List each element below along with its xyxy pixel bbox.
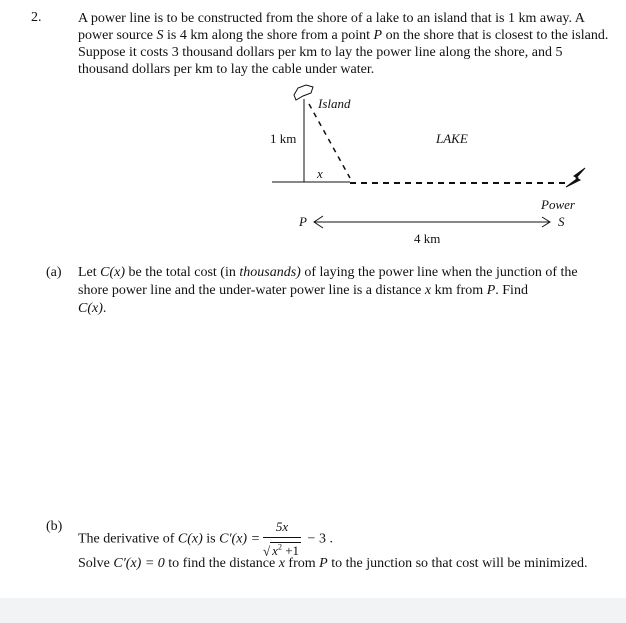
den-rest: +1 [281,543,300,559]
solve-eq: C′(x) = 0 [113,556,165,571]
solve-t1: Solve [78,556,114,571]
intro-text-2: is 4 km along the shore from a point [163,28,374,43]
part-a-x: x [424,283,432,298]
problem-number: 2. [31,10,42,25]
intro-p: P [373,28,383,43]
part-a-p: P [486,283,496,298]
lake-label: LAKE [436,131,468,146]
p-label: P [299,214,307,229]
island-shape [294,85,313,100]
solve-p: P [319,556,328,571]
fraction-denominator: √ $x^2 +1$ [263,543,300,559]
part-a-t4: km from [431,283,487,298]
part-b-t1: The derivative of [78,531,178,547]
part-a-text [78,264,608,318]
part-b-cx: C(x) [177,531,203,547]
part-a-cx: C(x) [100,265,126,280]
bottom-bar [0,598,626,623]
part-b-t2: is [202,531,220,547]
part-b-cpx: C′(x) = [219,531,261,547]
s-label: S [558,214,565,229]
part-a-t1: Let [78,265,101,280]
part-a-thousands: thousands) [239,265,301,280]
underwater-cable-line [309,104,350,178]
intro-text-3: on the shore that is closest to the island. Suppose it costs 3 thousand dollars per km to lay the power line along the shore, and 5 thousand dollars per km to lay the cable under water. [78,28,609,77]
intro-s: S [156,28,164,43]
part-a-t3: of laying the power line when the junction of the shore power line and the under-water power line is a distance [78,265,578,298]
lake-diagram [0,0,626,260]
intro-text-1: A power line is to be constructed from the shore of a lake to an island that is 1 km away. A power source [78,11,585,43]
part-b-solve [78,554,608,574]
part-a-cx2: C(x) [78,301,103,316]
four-km-label: 4 km [414,231,441,246]
solve-x: x [278,556,285,571]
solve-t2: to find the distance [164,556,279,571]
one-km-label: 1 km [270,131,297,146]
part-a-letter: (a) [46,265,62,280]
solve-t4: to the junction so that cost will be minimized. [327,556,588,571]
part-a-t2: be the total cost (in [125,265,240,280]
den-exponent: 2 [277,543,282,552]
solve-t3: from [284,556,320,571]
part-b-letter: (b) [46,519,63,534]
x-label: x [317,166,323,181]
den-x: x [272,543,278,559]
part-a-t6: . [102,301,107,316]
fraction-numerator: 5x [263,518,301,538]
island-label: Island [318,96,351,111]
power-label: Power [541,197,575,212]
part-b-t3: − 3 . [304,531,333,547]
lightning-bolt-icon [566,168,585,187]
part-a-t5: . Find [495,283,528,298]
